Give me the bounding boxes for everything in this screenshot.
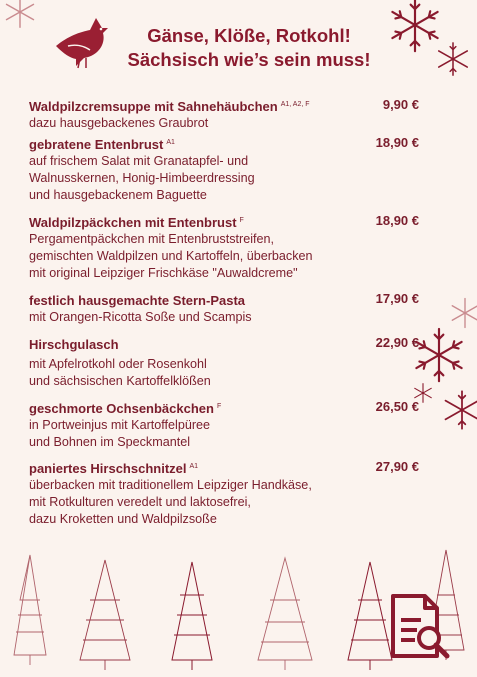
christmas-tree-icon [80, 560, 130, 670]
item-name: paniertes Hirschschnitzel $^{A1}$ [29, 461, 199, 476]
item-name: geschmorte Ochsenbäckchen $^F$ [29, 401, 222, 416]
item-name: Waldpilzpäckchen mit Entenbrust $^F$ [29, 215, 244, 230]
document-search-icon[interactable] [385, 590, 455, 664]
item-description: Walnusskernen, Honig-Himbeerdressing [29, 171, 255, 185]
item-description: gemischten Waldpilzen und Kartoffeln, überbacken [29, 249, 313, 263]
item-description: überbacken mit traditionellem Leipziger Handkäse, [29, 478, 312, 492]
item-description: Pergamentpäckchen mit Entenbruststreifen, [29, 232, 275, 246]
item-price: 17,90 € [375, 291, 419, 306]
item-description: dazu Kroketten und Waldpilzsoße [29, 512, 217, 526]
item-name: Waldpilzcremsuppe mit Sahnehäubchen $^{A1, A2, F}$ [29, 99, 310, 114]
christmas-tree-icon [14, 555, 46, 665]
item-description: mit original Leipziger Frischkäse "Auwaldcreme" [29, 266, 298, 280]
item-description: und hausgebackenem Baguette [29, 188, 207, 202]
item-description: mit Rotkulturen veredelt und laktosefrei, [29, 495, 251, 509]
title-line-1: Gänse, Klöße, Rotkohl! [147, 25, 351, 46]
item-name: festlich hausgemachte Stern-Pasta [29, 293, 246, 308]
item-name: gebratene Entenbrust $^{A1}$ [29, 137, 175, 152]
item-description: und Bohnen im Speckmantel [29, 435, 191, 449]
menu-item [29, 212, 419, 282]
item-price: 22,90 € [375, 335, 419, 350]
allergen-codes: F [216, 403, 222, 410]
menu-item [29, 96, 419, 132]
page-title [104, 24, 394, 72]
allergen-codes: A1 [189, 463, 199, 470]
menu-item [29, 334, 419, 390]
allergen-codes: F [239, 217, 244, 224]
snowflake-icon [2, 0, 38, 30]
allergen-codes: A1 [166, 139, 175, 146]
menu-item [29, 134, 419, 204]
item-description: mit Apfelrotkohl oder Rosenkohl [29, 357, 207, 371]
title-line-2: Sächsisch wie’s sein muss! [127, 49, 371, 70]
item-description: dazu hausgebackenes Graubrot [29, 116, 209, 130]
menu-item [29, 290, 419, 326]
christmas-tree-icon [172, 562, 212, 670]
item-description: auf frischem Salat mit Granatapfel- und [29, 154, 249, 168]
snowflake-icon [434, 40, 472, 78]
item-description: in Portweinjus mit Kartoffelpüree [29, 418, 211, 432]
allergen-codes: A1, A2, F [280, 101, 310, 108]
item-price: 27,90 € [375, 459, 419, 474]
snowflake-icon [440, 388, 477, 432]
menu-item [29, 398, 419, 451]
item-price: 18,90 € [375, 135, 419, 150]
snowflake-icon [448, 296, 477, 330]
item-price: 26,50 € [375, 399, 419, 414]
item-name: Hirschgulasch [29, 337, 119, 352]
menu-item [29, 458, 419, 528]
item-price: 9,90 € [382, 97, 419, 112]
item-description: und sächsischen Kartoffelklößen [29, 374, 211, 388]
christmas-tree-icon [258, 558, 312, 670]
item-description: mit Orangen-Ricotta Soße und Scampis [29, 310, 252, 324]
item-price: 18,90 € [375, 213, 419, 228]
